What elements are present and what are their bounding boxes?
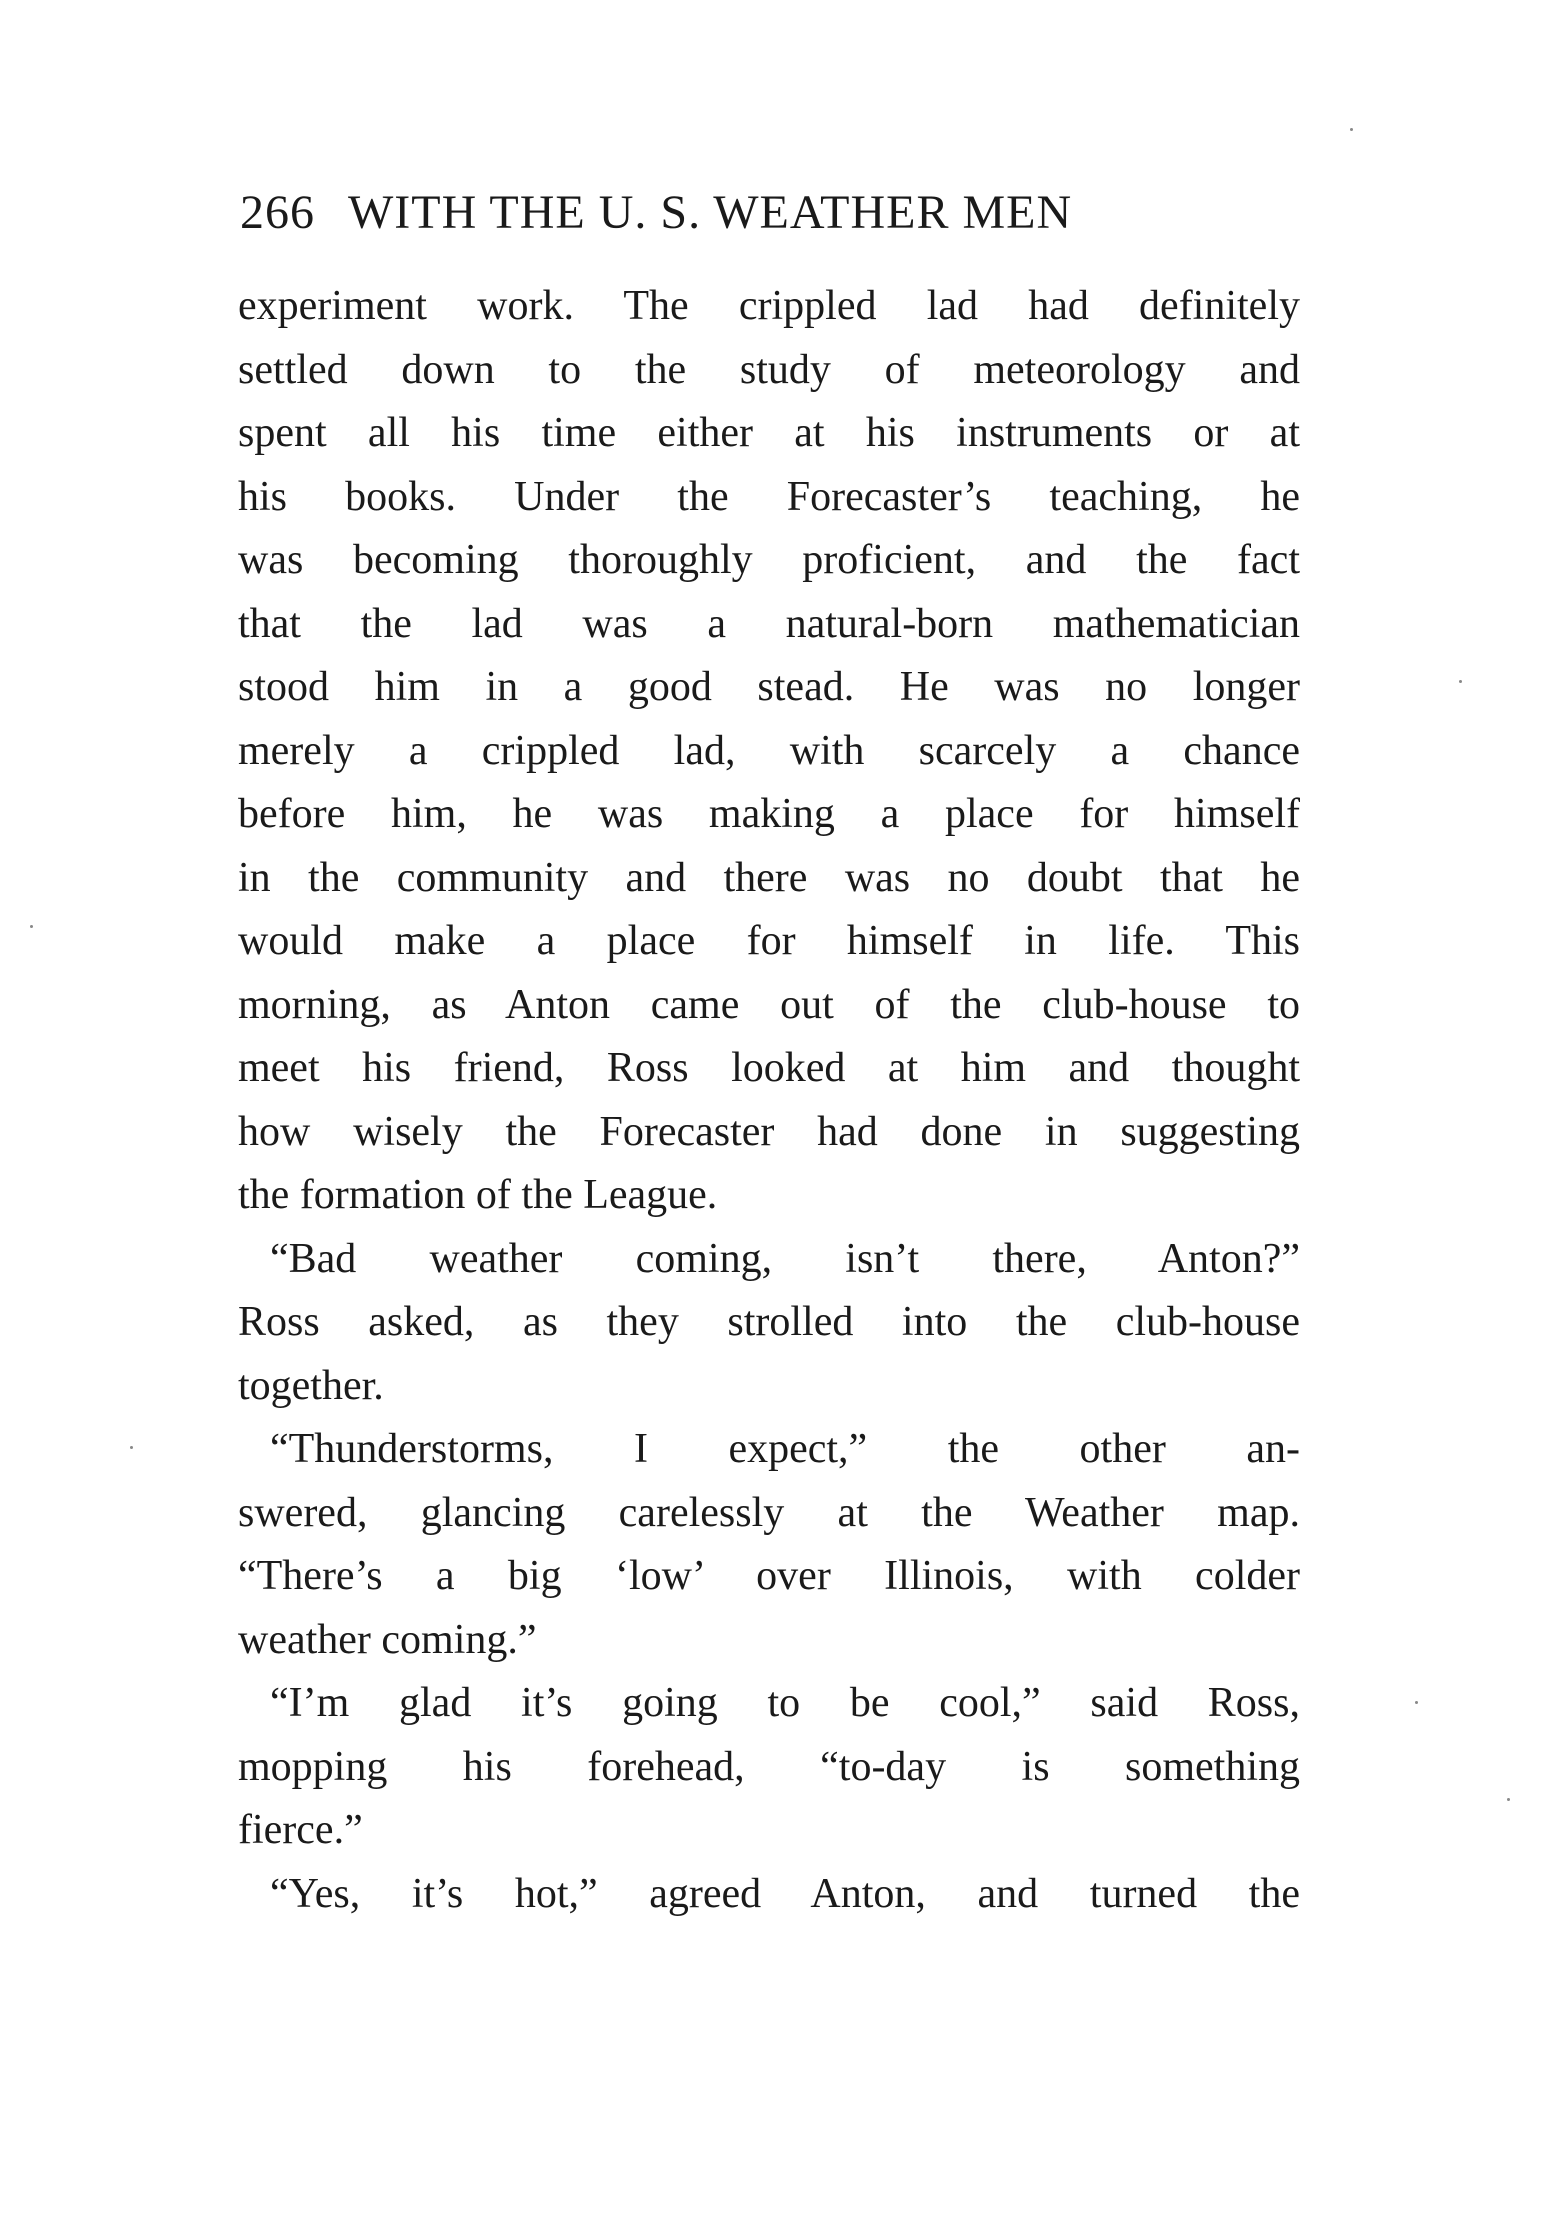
- text-line: settled down to the study of meteorology and: [238, 346, 1300, 393]
- paper-speck: [30, 925, 33, 928]
- text-line: “I’m glad it’s going to be cool,” said Ross,: [270, 1680, 1300, 1726]
- text-line: mopping his forehead, “to-day is something: [238, 1743, 1300, 1790]
- text-line: in the community and there was no doubt that he: [238, 854, 1300, 901]
- text-line: weather coming.”: [238, 1616, 537, 1663]
- text-line: fierce.”: [238, 1807, 363, 1853]
- text-line: before him, he was making a place for himself: [238, 791, 1300, 837]
- text-line: was becoming thoroughly proficient, and the fact: [238, 537, 1300, 583]
- paper-speck: [130, 1446, 133, 1449]
- paper-speck: [1459, 680, 1462, 683]
- text-line: that the lad was a natural-born mathematician: [238, 600, 1300, 647]
- body-text: [238, 275, 1300, 1926]
- paper-speck: [1415, 1701, 1418, 1704]
- text-line: stood him in a good stead. He was no longer: [238, 664, 1300, 710]
- text-line: experiment work. The crippled lad had definitely: [238, 283, 1300, 329]
- text-line: swered, glancing carelessly at the Weather map.: [238, 1489, 1300, 1536]
- text-line: Ross asked, as they strolled into the club-house: [238, 1299, 1300, 1345]
- text-line: “Yes, it’s hot,” agreed Anton, and turned the: [270, 1870, 1300, 1917]
- running-head: [240, 183, 1310, 243]
- paper-speck: [1350, 128, 1353, 131]
- text-line: merely a crippled lad, with scarcely a chance: [238, 727, 1300, 774]
- page-number: 266: [240, 186, 315, 239]
- text-line: meet his friend, Ross looked at him and thought: [238, 1045, 1300, 1091]
- text-line: how wisely the Forecaster had done in suggesting: [238, 1108, 1300, 1155]
- text-line: morning, as Anton came out of the club-house to: [238, 981, 1300, 1028]
- text-line: spent all his time either at his instruments or at: [238, 410, 1300, 456]
- paper-speck: [1507, 1798, 1510, 1801]
- text-line: “Thunderstorms, I expect,” the other an-: [270, 1426, 1300, 1472]
- text-line: “There’s a big ‘low’ over Illinois, with colder: [238, 1553, 1300, 1599]
- text-line: would make a place for himself in life. This: [238, 918, 1300, 964]
- running-title: WITH THE U. S. WEATHER MEN: [348, 186, 1073, 239]
- text-line: his books. Under the Forecaster’s teaching, he: [238, 473, 1300, 520]
- text-line: together.: [238, 1362, 384, 1409]
- text-line: the formation of the League.: [238, 1172, 718, 1218]
- text-line: “Bad weather coming, isn’t there, Anton?”: [270, 1235, 1300, 1282]
